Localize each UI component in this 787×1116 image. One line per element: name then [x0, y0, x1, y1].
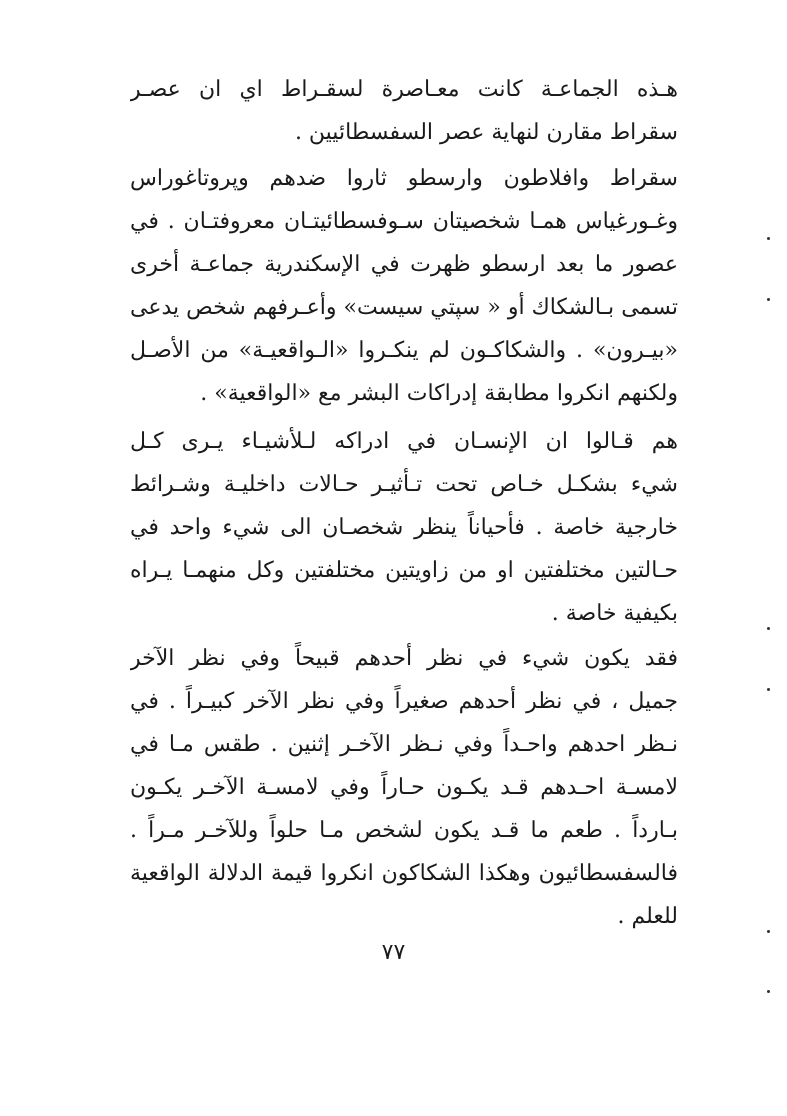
page-number: ٧٧: [381, 940, 406, 965]
paragraph-line: حـالتين مختلفتين او من زاويتين مختلفتين وكل منهمـا يـراه: [130, 558, 678, 583]
paragraph-line: فالسفسطائيون وهكذا الشكاكون انكروا قيمة الدلالة الواقعية: [130, 861, 678, 886]
paragraph-line: «بيـرون» . والشكاكـون لم ينكـروا «الـواقعيـة» من الأصـل: [130, 338, 678, 363]
paragraph-line: وغـورغياس همـا شخصيتان سـوفسطائيتـان معروفتـان . في: [130, 209, 678, 234]
paragraph-line: سقراط وافلاطون وارسطو ثاروا ضدهم وپروتاغوراس: [130, 166, 678, 191]
paragraph-line: فقد يكون شيء في نظر أحدهم قبيحاً وفي نظر الآخر: [130, 646, 678, 671]
paragraph-line: عصور ما بعد ارسطو ظهرت في الإسكندرية جماعـة أخرى: [130, 252, 678, 277]
paragraph-2: [130, 157, 678, 415]
scan-speck: [767, 688, 770, 691]
paragraph-4: [130, 637, 678, 938]
paragraph-line: ولكنهم انكروا مطابقة إدراكات البشر مع «الواقعية» .: [200, 381, 678, 406]
paragraph-line: هم قـالوا ان الإنسـان في ادراكه لـلأشيـاء يـرى كـل: [130, 429, 678, 454]
scan-speck: [767, 990, 770, 993]
scan-speck: [767, 237, 770, 240]
paragraph-line: جميل ، في نظر أحدهم صغيراً وفي نظر الآخر كبيـراً . في: [130, 689, 678, 714]
scan-speck: [767, 298, 770, 301]
paragraph-1: [130, 68, 678, 154]
paragraph-line: شيء بشكـل خـاص تحت تـأثيـر حـالات داخليـة وشـرائط: [130, 472, 678, 497]
paragraph-line: لامسـة احـدهم قـد يكـون حـاراً وفي لامسـة الآخـر يكـون: [130, 775, 678, 800]
paragraph-line: للعلم .: [617, 904, 678, 929]
scan-speck: [767, 627, 770, 630]
paragraph-line: سقراط مقارن لنهاية عصر السفسطائيين .: [294, 120, 678, 145]
paragraph-line: هـذه الجماعـة كانت معـاصرة لسقـراط اي ان عصـر: [130, 77, 678, 102]
paragraph-line: نـظر احدهم واحـداً وفي نـظر الآخـر إثنين . طقس مـا في: [130, 732, 678, 757]
scan-speck: [767, 930, 770, 933]
paragraph-3: [130, 420, 678, 635]
paragraph-line: تسمى بـالشكاك أو « سپتي سيست» وأعـرفهم شخص يدعى: [130, 295, 678, 320]
paragraph-line: بكيفية خاصة .: [551, 601, 678, 626]
paragraph-line: بـارداً . طعم ما قـد يكون لشخص مـا حلواً وللآخـر مـراً .: [130, 818, 678, 843]
paragraph-line: خارجية خاصة . فأحياناً ينظر شخصـان الى شيء واحد في: [130, 515, 678, 540]
